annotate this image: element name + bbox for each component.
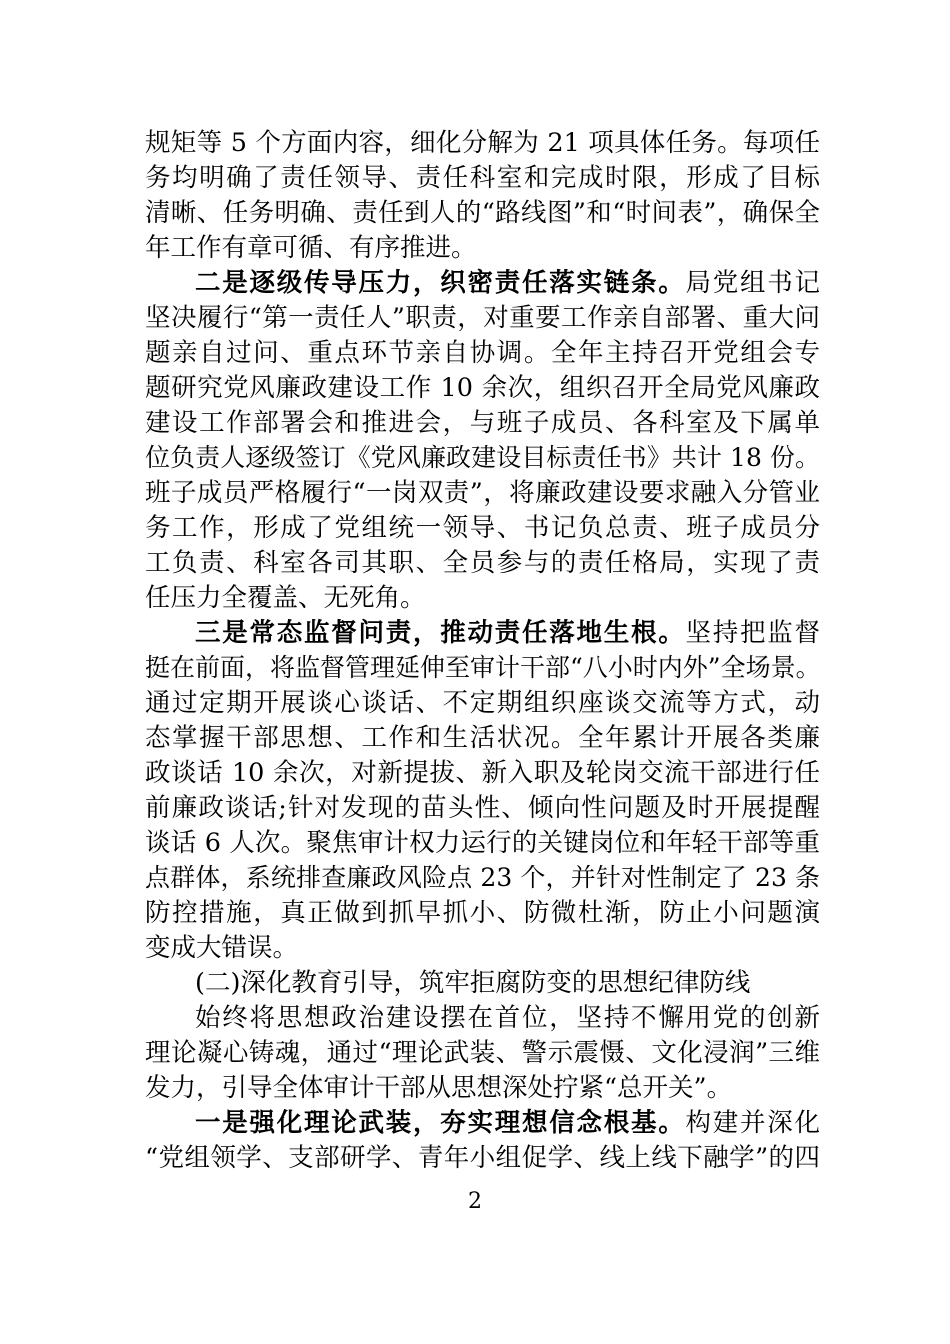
paragraph-heading-line [195, 265, 820, 301]
text-line: 坚决履行“第一责任人”职责，对重要工作亲自部署、重大问 [145, 303, 820, 333]
bold-lead-text: 二是逐级传导压力，织密责任落实链条。 [195, 268, 686, 298]
text-line: 挺在前面，将监督管理延伸至审计干部“八小时内外”全场景。 [145, 653, 821, 682]
text-line: 理论凝心铸魂，通过“理论武装、警示震慑、文化浸润”三维 [145, 1038, 820, 1068]
text-line: 规矩等 5 个方面内容，细化分解为 21 项具体任务。每项任 [145, 128, 820, 158]
text-line: 通过定期开展谈心谈话、不定期组织座谈交流等方式，动 [145, 688, 820, 718]
text-line: 务工作，形成了党组统一领导、书记负总责、班子成员分 [145, 513, 820, 543]
text-line: 始终将思想政治建设摆在首位，坚持不懈用党的创新 [195, 1003, 820, 1033]
text-line: 前廉政谈话;针对发现的苗头性、倾向性问题及时开展提醒 [145, 793, 820, 823]
text-line: 题亲自过问、重点环节亲自协调。全年主持召开党组会专 [145, 338, 820, 368]
text-line: 变成大错误。 [145, 933, 299, 963]
text-line: 工负责、科室各司其职、全员参与的责任格局，实现了责 [145, 548, 820, 578]
text-run: 局党组书记 [685, 268, 820, 298]
page-number: 2 [468, 1189, 482, 1214]
text-line: 谈话 6 人次。聚焦审计权力运行的关键岗位和年轻干部等重 [145, 828, 820, 858]
text-line: 班子成员严格履行“一岗双责”，将廉政建设要求融入分管业 [145, 478, 820, 508]
bold-lead-text: 三是常态监督问责，推动责任落地生根。 [195, 618, 686, 648]
paragraph-heading-line [195, 1105, 820, 1141]
text-line: 态掌握干部思想、工作和生活状况。全年累计开展各类廉 [145, 723, 820, 753]
text-line: 年工作有章可循、有序推进。 [145, 233, 477, 263]
text-line: 政谈话 10 余次，对新提拔、新入职及轮岗交流干部进行任 [145, 758, 820, 788]
text-line: 任压力全覆盖、无死角。 [145, 583, 426, 613]
text-line: 清晰、任务明确、责任到人的“路线图”和“时间表”，确保全 [145, 198, 820, 228]
paragraph-heading-line [195, 615, 820, 651]
text-run: 坚持把监督 [685, 618, 820, 648]
section-heading: (二)深化教育引导，筑牢拒腐防变的思想纪律防线 [195, 968, 751, 998]
text-line: 发力，引导全体审计干部从思想深处拧紧“总开关”。 [145, 1073, 733, 1103]
text-line: 建设工作部署会和推进会，与班子成员、各科室及下属单 [145, 408, 820, 438]
bold-lead-text: 一是强化理论武装，夯实理想信念根基。 [195, 1108, 686, 1138]
text-line: 位负责人逐级签订《党风廉政建设目标责任书》共计 18 份。 [145, 443, 820, 472]
text-line: 题研究党风廉政建设工作 10 余次，组织召开全局党风廉政 [145, 373, 820, 403]
text-line: 点群体，系统排查廉政风险点 23 个，并针对性制定了 23 条 [145, 863, 820, 892]
text-line: “党组领学、支部研学、青年小组促学、线上线下融学”的四 [145, 1143, 820, 1173]
text-run: 构建并深化 [685, 1108, 820, 1138]
text-line: 防控措施，真正做到抓早抓小、防微杜渐，防止小问题演 [145, 898, 820, 928]
text-line: 务均明确了责任领导、责任科室和完成时限，形成了目标 [145, 163, 820, 193]
